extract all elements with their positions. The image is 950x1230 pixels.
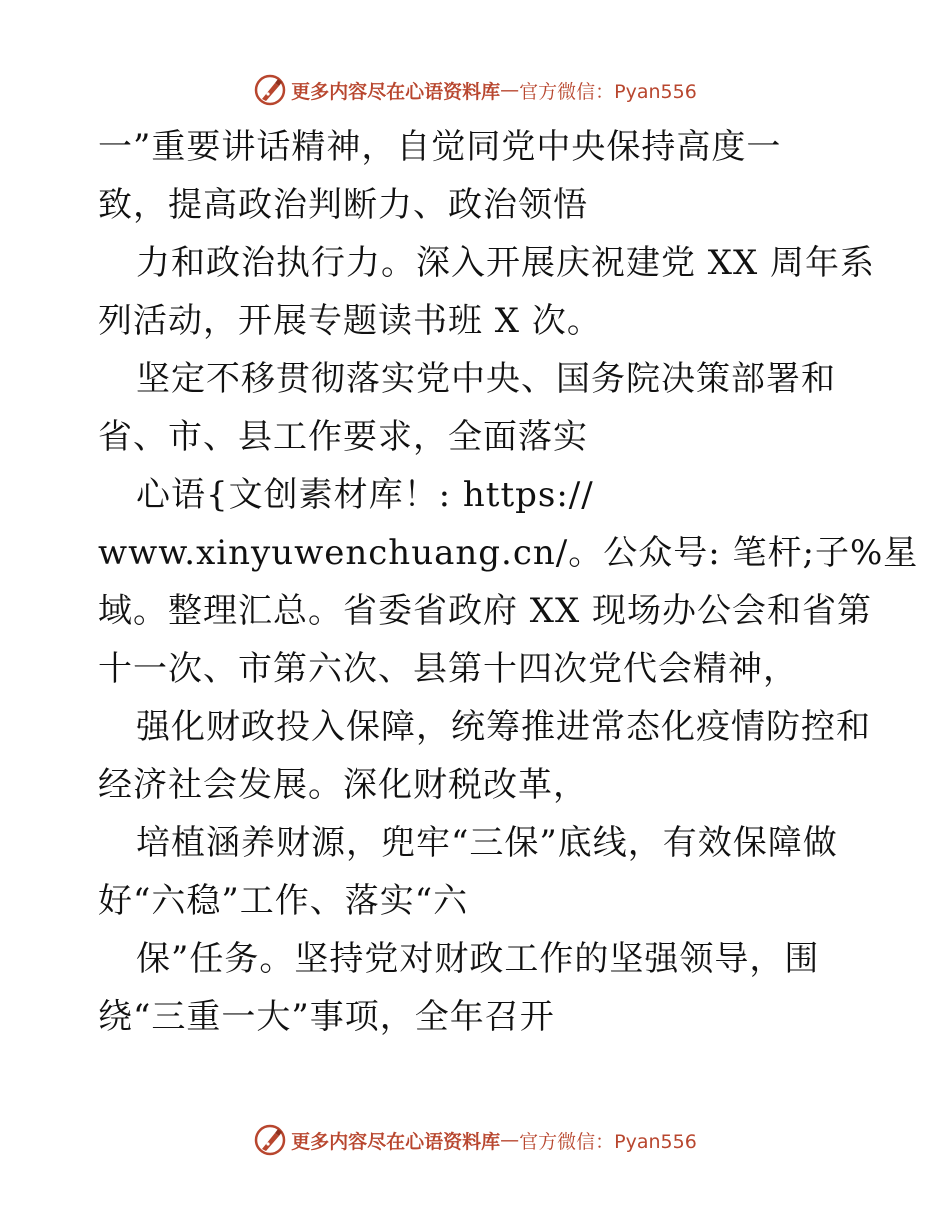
body-line-12: 经济社会发展。深化财税改革，: [98, 765, 588, 805]
footer-contact-text: 官方微信：Pyan556: [519, 1130, 697, 1153]
header-brand-text: 更多内容尽在心语资料库: [291, 80, 501, 103]
body-line-9: 域。整理汇总。省委省政府 XX 现场办公会和省第: [98, 591, 873, 631]
header-banner: [0, 70, 950, 110]
body-line-15: 保”任务。坚持党对财政工作的坚强领导，围: [136, 939, 820, 979]
footer-separator: —: [500, 1129, 520, 1151]
body-line-4: 列活动，开展专题读书班 X 次。: [98, 301, 602, 341]
body-line-13: 培植涵养财源，兜牢“三保”底线，有效保障做: [136, 823, 838, 863]
body-line-3: 力和政治执行力。深入开展庆祝建党 XX 周年系: [136, 243, 876, 283]
body-line-6: 省、市、县工作要求，全面落实: [98, 417, 588, 457]
body-line-16: 绕“三重一大”事项，全年召开: [98, 997, 555, 1037]
body-line-10: 十一次、市第六次、县第十四次党代会精神，: [98, 649, 798, 689]
body-line-2: 致，提高政治判断力、政治领悟: [98, 185, 588, 225]
footer-brand-text: 更多内容尽在心语资料库: [291, 1130, 501, 1153]
header-separator: —: [500, 79, 520, 101]
document-body: [98, 118, 919, 1046]
header-contact-text: 官方微信：Pyan556: [519, 80, 697, 103]
footer-banner: [0, 1120, 950, 1160]
body-line-8: www.xinyuwenchuang.cn/。公众号: 笔杆;子%星: [98, 533, 919, 573]
body-line-14: 好“六稳”工作、落实“六: [98, 881, 469, 921]
body-line-11: 强化财政投入保障，统筹推进常态化疫情防控和: [136, 707, 871, 747]
body-line-7: 心语{文创素材库！: https://: [136, 475, 594, 515]
pen-nib-logo-icon: [253, 1123, 287, 1157]
pen-nib-logo-icon: [253, 73, 287, 107]
body-line-5: 坚定不移贯彻落实党中央、国务院决策部署和: [136, 359, 836, 399]
body-line-1: 一”重要讲话精神，自觉同党中央保持高度一: [98, 127, 782, 167]
